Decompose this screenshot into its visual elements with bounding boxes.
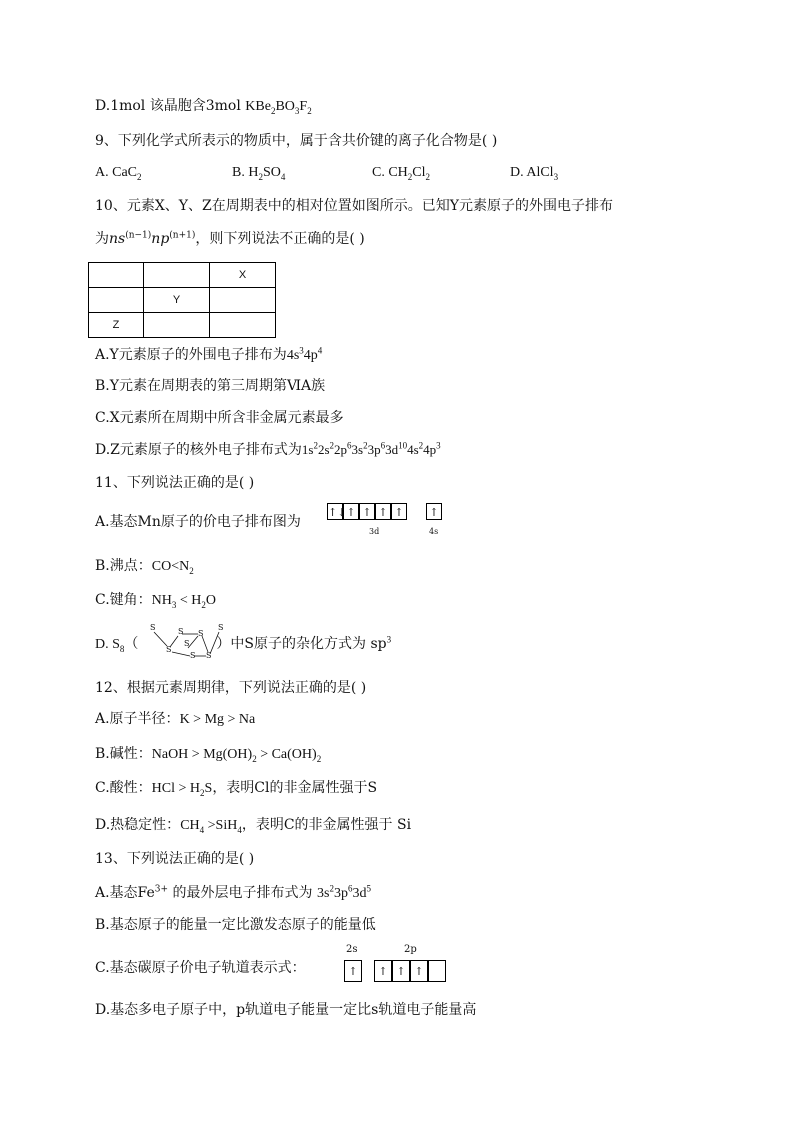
orbital-box-3d-5: ↑ <box>391 503 407 520</box>
q10-option-c[interactable]: C.X元素所在周期中所含非金属元素最多 <box>95 410 344 426</box>
q10-stem-line1: 10、元素X、Y、Z在周期表中的相对位置如图所示。已知Y元素原子的外围电子排布 <box>95 198 613 214</box>
q11-option-b[interactable]: B.沸点：$CO<N_2$ <box>95 558 194 576</box>
q12-option-c[interactable]: C.酸性：HCl > $H_2S$，表明Cl的非金属性强于S <box>95 780 378 798</box>
q11-option-d[interactable]: D. $S_8$（ ）中S原子的杂化方式为 $sp^3$ <box>95 634 392 654</box>
q9-option-d[interactable]: D. AlCl$_3$ <box>510 165 559 182</box>
orbital-box-2p-3: ↑ <box>410 960 428 982</box>
orbital-box-3d-2: ↑ <box>343 503 359 520</box>
q12-option-a[interactable]: A.原子半径：K > Mg > Na <box>95 711 256 727</box>
ring-atom: S <box>206 651 212 660</box>
label-2s: 2s <box>346 944 358 955</box>
q13-stem: 13、下列说法正确的是( ) <box>95 851 255 867</box>
ring-atom: S <box>218 623 224 632</box>
ring-atom: S <box>184 639 190 648</box>
q9-option-a[interactable]: A. CaC$_2$ <box>95 165 142 182</box>
ring-atom: S <box>178 627 184 636</box>
periodic-table-fragment <box>88 262 276 338</box>
orbital-box-2s: ↑ <box>344 960 362 982</box>
q9-option-b[interactable]: B. $H_2SO_4$ <box>232 165 286 182</box>
q11-option-a[interactable]: A.基态Mn原子的价电子排布图为 <box>95 514 301 530</box>
q11-option-c[interactable]: C.键角：$NH_3 < H_2O$ <box>95 592 217 610</box>
q10-option-b[interactable]: B.Y元素在周期表的第三周期第ⅥA族 <box>95 378 326 394</box>
ring-atom: S <box>150 623 156 632</box>
q11-stem: 11、下列说法正确的是( ) <box>95 475 255 491</box>
ring-atom: S <box>190 651 196 660</box>
q8-option-d <box>95 96 312 117</box>
label-4s: 4s <box>429 527 439 536</box>
option-text: 1mol 该晶胞含3mol <box>110 98 246 114</box>
ring-atom: S <box>198 629 204 638</box>
q13-option-d[interactable]: D.基态多电子原子中，p轨道电子能量一定比s轨道电子能量高 <box>95 1002 477 1018</box>
q13-option-a[interactable]: A.基态$Fe^{3+}$ 的最外层电子排布式为 $3s^23p^63d^5$ <box>95 883 371 901</box>
q13-option-b[interactable]: B.基态原子的能量一定比激发态原子的能量低 <box>95 917 376 933</box>
orbital-box-2p-1: ↑ <box>374 960 392 982</box>
orbital-box-4s: ↑ <box>426 503 442 520</box>
s8-ring-structure <box>148 620 228 666</box>
q13-option-c[interactable]: C.基态碳原子价电子轨道表示式： <box>95 960 306 976</box>
q12-stem: 12、根据元素周期律，下列说法正确的是( ) <box>95 680 367 696</box>
label-3d: 3d <box>369 527 380 536</box>
cell-y: Y <box>144 288 210 313</box>
cell-z: Z <box>89 313 144 338</box>
q12-option-d[interactable]: D.热稳定性：$CH_4 >SiH_4$，表明C的非金属性强于 Si <box>95 817 412 835</box>
mn-orbital-diagram <box>327 503 447 543</box>
ring-atom: S <box>166 645 172 654</box>
q9-option-c[interactable]: C. $CH_2Cl_2$ <box>372 165 431 182</box>
q10-option-a[interactable]: A.Y元素原子的外围电子排布为$4s^34p^4$ <box>95 345 323 363</box>
option-label: D. <box>95 98 111 114</box>
q10-stem-line2: 为$ns^{(n-1)}np^{(n+1)}$，则下列说法不正确的是( ) <box>95 230 365 247</box>
q10-option-d[interactable]: D.Z元素原子的核外电子排布式为$1s^22s^22p^63s^23p^63d^{10}4s^24p^3$ <box>95 440 441 458</box>
formula-kbe2bo3f2: $KBe_2BO_3F_2$ <box>245 99 312 116</box>
carbon-orbital-diagram <box>340 944 460 984</box>
q9-stem: 9、下列化学式所表示的物质中，属于含共价键的离子化合物是( ) <box>95 133 498 149</box>
orbital-box-3d-3: ↑ <box>359 503 375 520</box>
orbital-box-2p-empty <box>428 960 446 982</box>
cell-x: X <box>210 263 276 288</box>
orbital-box-2p-2: ↑ <box>392 960 410 982</box>
orbital-box-3d-1: ↑↓ <box>327 503 343 520</box>
q12-option-b[interactable]: B.碱性：NaOH > $Mg(OH)_2 > Ca(OH)_2$ <box>95 746 322 764</box>
label-2p: 2p <box>404 944 417 955</box>
orbital-box-3d-4: ↑ <box>375 503 391 520</box>
